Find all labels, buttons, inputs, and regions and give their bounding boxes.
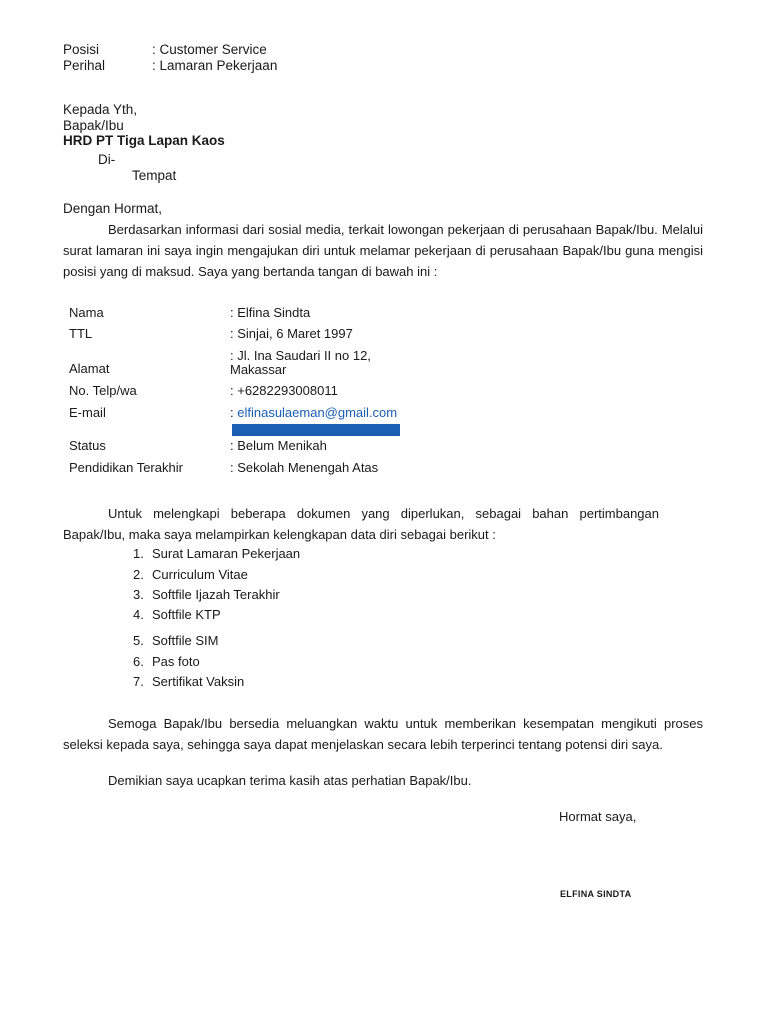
posisi-value: : Customer Service [152,42,267,57]
nama-label: Nama [69,305,104,320]
list-item: 7. Sertifikat Vaksin [133,674,245,689]
telp-label: No. Telp/wa [69,383,137,398]
signature-greeting: Hormat saya, [559,809,637,824]
address-line1: Kepada Yth, [63,102,138,117]
email-highlight-bar [232,424,400,436]
pendidikan-label: Pendidikan Terakhir [69,460,183,475]
address-company: HRD PT Tiga Lapan Kaos [63,133,225,148]
telp-value: : +6282293008011 [230,383,338,398]
status-label: Status [69,438,106,453]
address-di: Di- [98,152,116,167]
perihal-label: Perihal [63,58,106,73]
perihal-value: : Lamaran Pekerjaan [152,58,278,73]
address-tempat: Tempat [132,168,177,183]
greeting: Dengan Hormat, [63,201,163,216]
signature-name: ELFINA SINDTA [560,889,632,899]
closing-paragraph: Semoga Bapak/Ibu bersedia meluangkan waktu untuk memberikan kesempatan mengikuti proses seleksi kepada saya, sehingga saya dapat menjelaskan secara lebih terperinci tentang potensi diri saya. [63,716,703,752]
list-item: 5. Softfile SIM [133,633,219,648]
list-item: 3. Softfile Ijazah Terakhir [133,587,280,602]
status-value: : Belum Menikah [230,438,327,453]
perihal-row [63,58,277,75]
posisi-row [63,42,267,59]
attachments-paragraph: Untuk melengkapi beberapa dokumen yang diperlukan, sebagai bahan pertimbangan Bapak/Ibu, maka saya melampirkan kelengkapan data diri sebagai berikut : [63,506,659,542]
intro-paragraph: Berdasarkan informasi dari sosial media, terkait lowongan pekerjaan di perusahaan Bapak/Ibu. Melalui surat lamaran ini saya ingin mengajukan diri untuk melamar pekerjaan di perusahaan Bapak/Ibu guna mengisi posisi yang di maksud. Saya yang bertanda tangan di bawah ini : [63,222,703,279]
alamat-value-line2: Makassar [230,362,287,377]
ttl-value: : Sinjai, 6 Maret 1997 [230,326,353,341]
alamat-label: Alamat [69,361,110,376]
email-prefix: : [230,405,238,420]
thanks-line: Demikian saya ucapkan terima kasih atas perhatian Bapak/Ibu. [108,773,472,788]
pendidikan-value: : Sekolah Menengah Atas [230,460,379,475]
email-value [230,405,397,421]
nama-value: : Elfina Sindta [230,305,311,320]
email-link[interactable]: elfinasulaeman@gmail.com [237,405,398,420]
posisi-label: Posisi [63,42,100,57]
list-item: 1. Surat Lamaran Pekerjaan [133,546,301,561]
list-item: 4. Softfile KTP [133,607,221,622]
ttl-label: TTL [69,326,93,341]
address-line2: Bapak/Ibu [63,118,124,133]
list-item: 2. Curriculum Vitae [133,567,248,582]
email-label: E-mail [69,405,106,420]
alamat-value-line1: : Jl. Ina Saudari II no 12, [230,348,371,363]
list-item: 6. Pas foto [133,654,200,669]
